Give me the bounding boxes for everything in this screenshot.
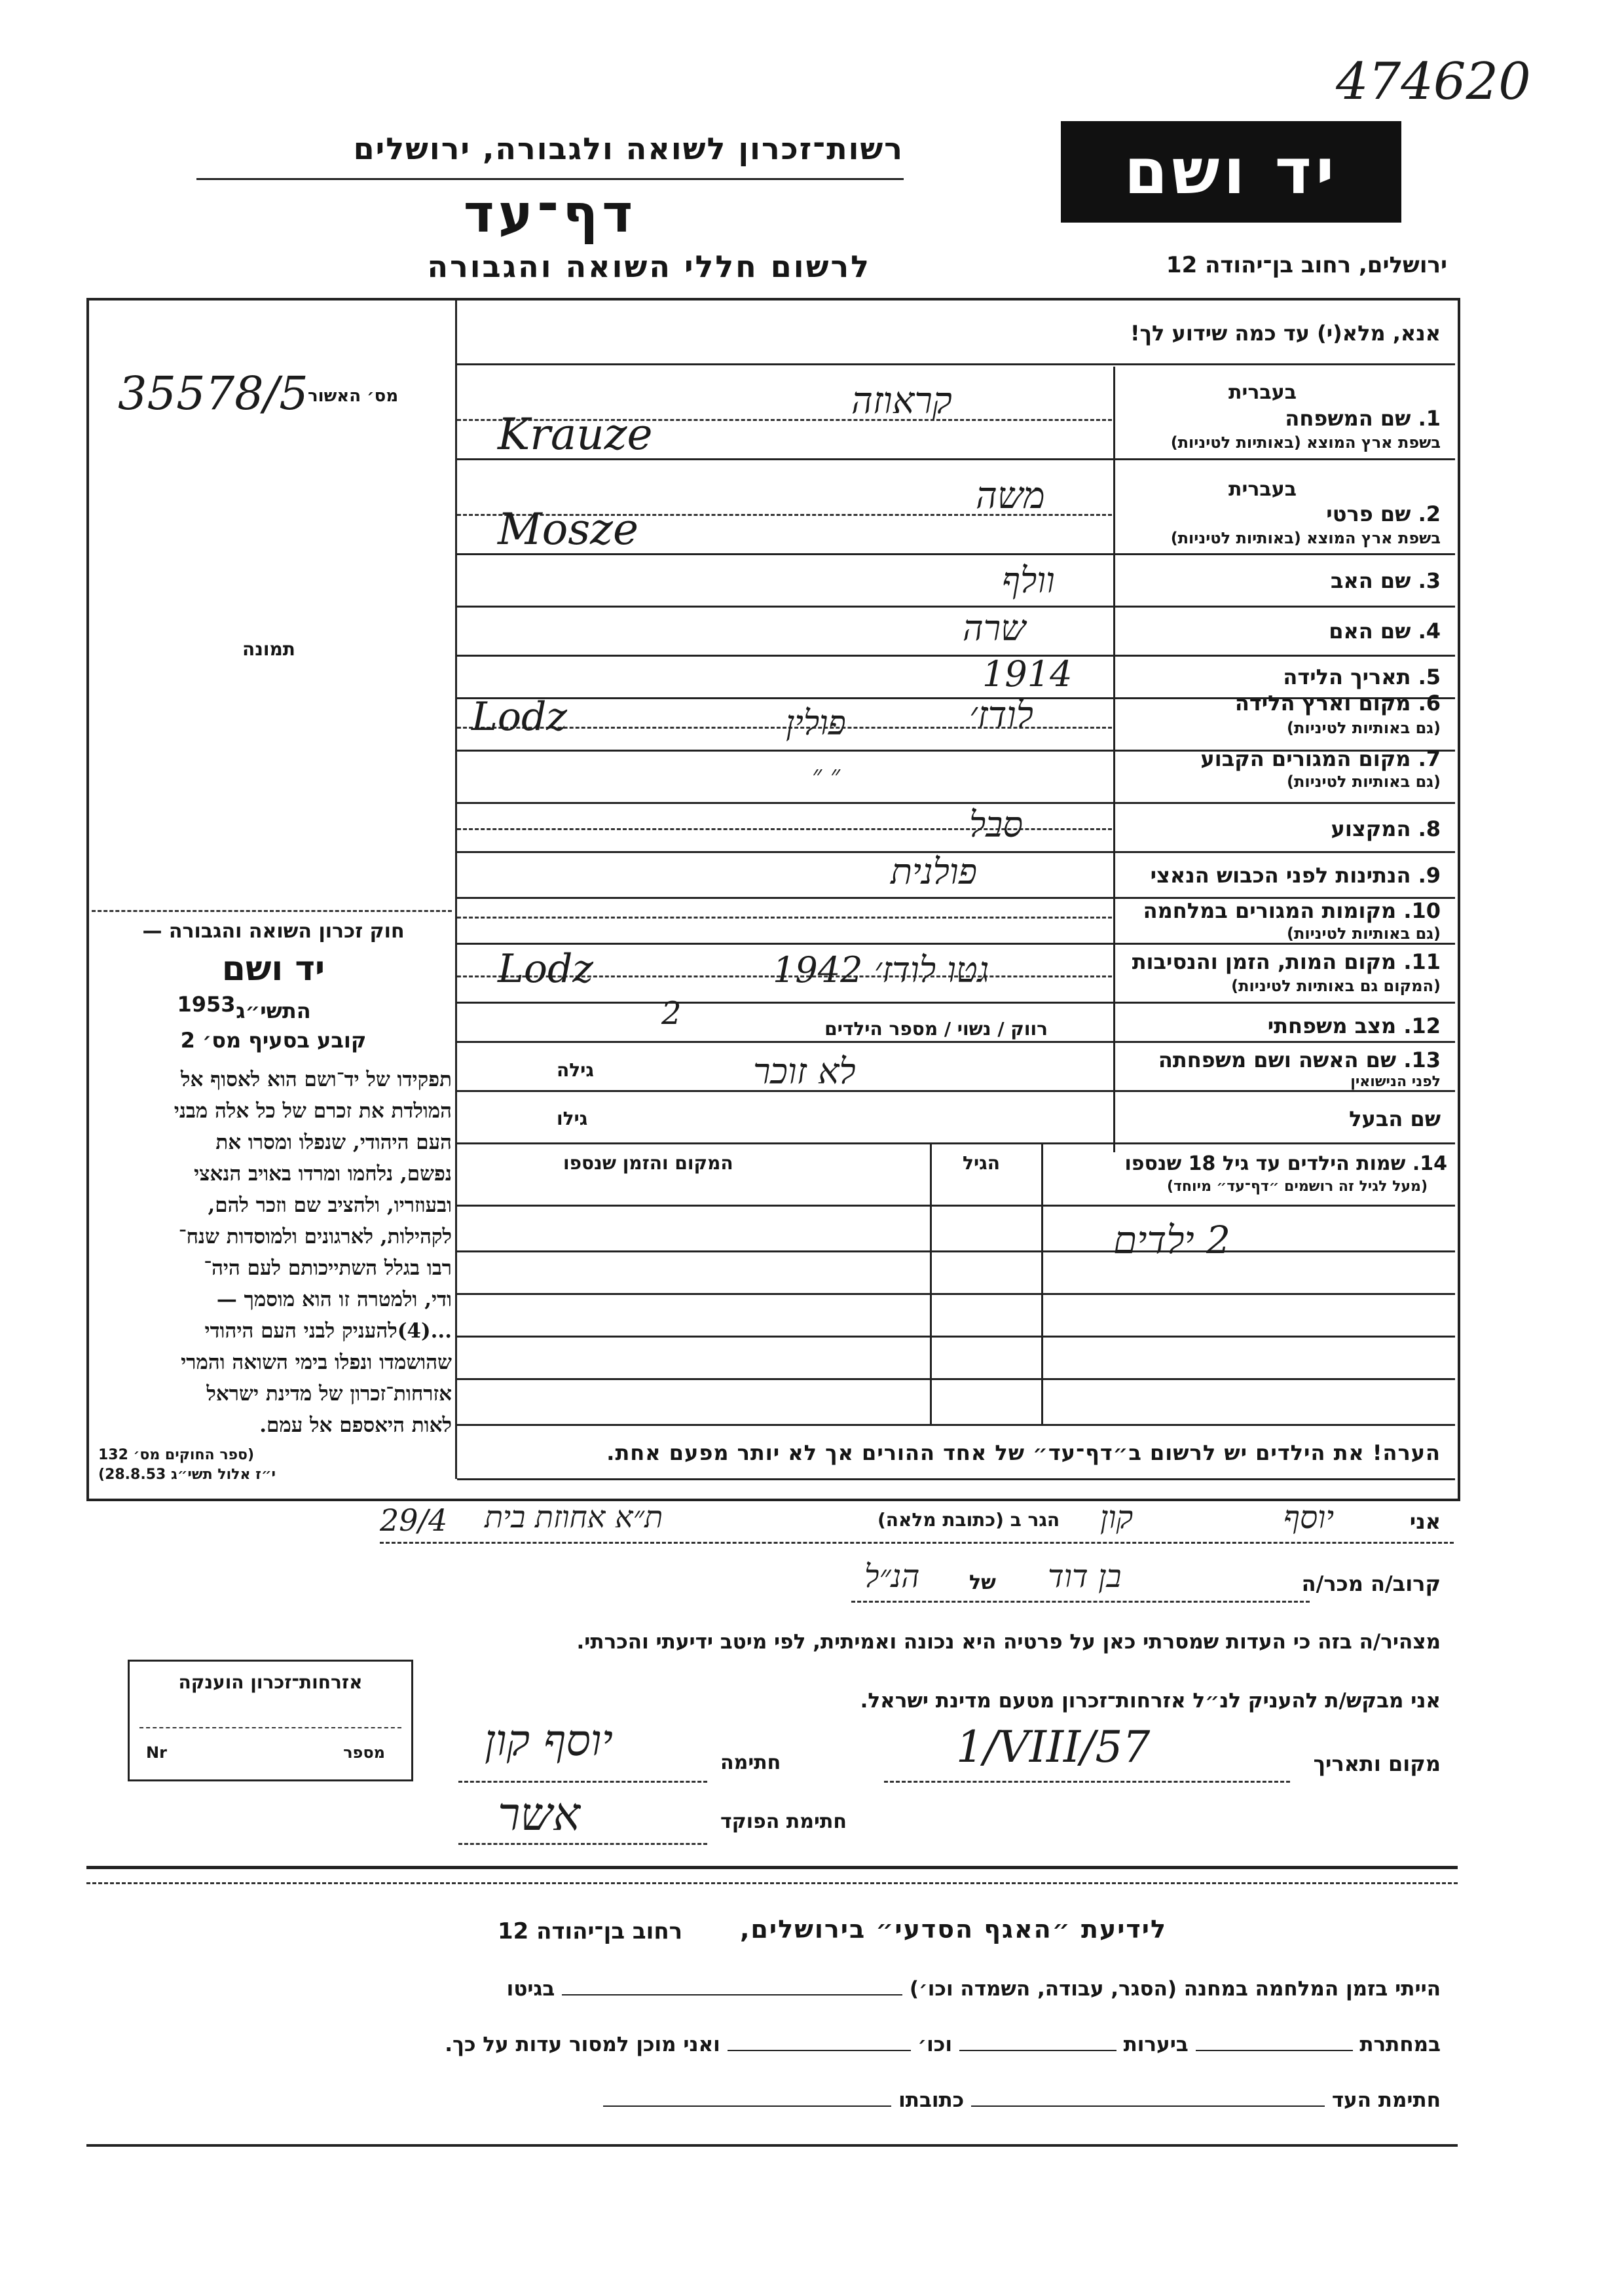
law-line: נפשם, נלחמו ומרדו באויב הנאצי bbox=[194, 1162, 452, 1186]
law-line: תפקידו של יד־ושם הוא לאסוף אל bbox=[181, 1068, 452, 1091]
logo-text: יד ושם bbox=[1124, 135, 1338, 208]
law-name: יד ושם bbox=[221, 949, 325, 989]
children-sub: (מעל לגיל זה רושמים ״דף־עד״ מיוחד) bbox=[1166, 1178, 1428, 1195]
law-line: העם היהודי, שנפלו ומסרו את bbox=[215, 1131, 452, 1154]
family-name-latin[interactable]: Krauze bbox=[498, 409, 653, 460]
husband-age-label: גילו bbox=[557, 1108, 588, 1129]
declarant-address-number[interactable]: 29/4 bbox=[380, 1503, 448, 1538]
archive-number: 474620 bbox=[1336, 52, 1531, 111]
death-place-latin[interactable]: Lodz bbox=[498, 946, 593, 992]
field-8-label: 8. המקצוע bbox=[1331, 816, 1441, 841]
children-note: הערה! את הילדים יש לרשום ב״דף־עד״ של אחד ההורים אך לא יותר מפעם אחת. bbox=[606, 1440, 1441, 1465]
field-11-sub: (המקום גם באותיות לטיניות) bbox=[1231, 977, 1441, 995]
family-name-hebrew[interactable]: קראוזה bbox=[851, 380, 952, 422]
birth-city-hebrew[interactable]: לודז׳ bbox=[969, 694, 1033, 737]
field-2-label: 2. שם פרטי bbox=[1326, 501, 1441, 526]
certificate-number: 35578/5 bbox=[118, 367, 308, 420]
death-place-hebrew[interactable]: גטו לודז׳ 1942 bbox=[773, 949, 989, 991]
law-line: שהושמדו ונפלו בימי השואה והמרי bbox=[181, 1351, 452, 1374]
signature-label: חתימה bbox=[720, 1751, 781, 1774]
birth-date[interactable]: 1914 bbox=[982, 653, 1073, 695]
law-citation-1: (ספר החוקים מס׳ 132 bbox=[98, 1447, 255, 1463]
children-place-header: המקום והזמן שנספו bbox=[563, 1152, 733, 1174]
law-heading: חוק זכרון השואה והגבורה — bbox=[142, 920, 405, 943]
field-1-sub: בשפת ארץ המוצא (באותיות לטיניות) bbox=[1170, 433, 1441, 452]
law-line: ודי, ולמטרה זו הוא מוסמך — bbox=[216, 1288, 452, 1311]
declarant-first-name[interactable]: יוסף bbox=[1283, 1499, 1335, 1536]
statement-2: אני מבקש/ת להעניק לנ״ל אזרחות־זכרון מטעם מדינת ישראל. bbox=[860, 1689, 1441, 1713]
first-name-hebrew[interactable]: משה bbox=[976, 475, 1045, 517]
law-line: המולדת את זכרם של כל אלה מבני bbox=[174, 1099, 452, 1123]
bottom-title: לידיעת ״האגף הסדעי״ בירושלים, bbox=[740, 1915, 1167, 1944]
field-10-label: 10. מקומות המגורים במלחמה bbox=[1143, 898, 1441, 923]
children-count[interactable]: 2 bbox=[661, 995, 682, 1032]
children-entry[interactable]: 2 ילדים bbox=[1113, 1218, 1231, 1262]
intro-text: אנא, מלא(י) עד כמה שידוע לך! bbox=[1130, 321, 1441, 346]
field-1-lang: בעברית bbox=[1228, 381, 1297, 404]
i-label: אני bbox=[1409, 1509, 1441, 1534]
authority-title: רשות־זכרון לשואה ולגבורה, ירושלים bbox=[353, 131, 904, 166]
header-address: ירושלים, רחוב בן־יהודה 12 bbox=[1166, 252, 1447, 278]
form-subtitle: לרשום חללי השואה והגבורה bbox=[427, 249, 871, 284]
citizenship-number-label: מספר bbox=[343, 1743, 385, 1762]
field-10-sub: (גם באותיות לטיניות) bbox=[1287, 924, 1441, 943]
field-6-sub: (גם באותיות לטיניות) bbox=[1287, 719, 1441, 737]
declarant-address[interactable]: ת״א אחוזת בית bbox=[485, 1499, 663, 1535]
field-13-sub: לפני הנישואין bbox=[1350, 1074, 1441, 1090]
bottom-line-2: במחתרת ביערות וכו׳ ואני מוכן למסור עדות על כך. bbox=[445, 2033, 1441, 2056]
official-signature-label: חתימת הפוקד bbox=[720, 1810, 847, 1833]
children-age-header: הגיל bbox=[963, 1152, 1000, 1174]
field-6-label: 6. מקום וארץ הלידה bbox=[1234, 691, 1441, 716]
of-value[interactable]: הנ״ל bbox=[864, 1558, 920, 1595]
certificate-label: מס׳ האשור bbox=[308, 386, 399, 406]
field-11-label: 11. מקום המות, הזמן והנסיבות bbox=[1132, 949, 1441, 974]
mother-name[interactable]: שרה bbox=[963, 608, 1026, 649]
law-citation-2: י״ז אלול תשי״ג 28.8.53) bbox=[98, 1467, 276, 1483]
place-date-value[interactable]: 1/VIII/57 bbox=[956, 1722, 1151, 1772]
law-year-heb: התשי״ג bbox=[236, 998, 311, 1023]
first-name-latin[interactable]: Mosze bbox=[498, 504, 639, 555]
marital-options: רווק / נשוי / מספר הילדים bbox=[824, 1018, 1048, 1040]
law-line: לאות היאספם אל עמם. bbox=[259, 1413, 452, 1437]
citizenship-box bbox=[128, 1660, 413, 1781]
law-line: לקהילות, לארגונים ולמוסדות שנח־ bbox=[178, 1225, 452, 1248]
relation-label: קרוב/ה מכר/ה bbox=[1301, 1571, 1441, 1596]
birth-city-latin[interactable]: Lodz bbox=[471, 694, 567, 740]
husband-label: שם הבעל bbox=[1349, 1106, 1441, 1131]
field-3-label: 3. שם האב bbox=[1330, 568, 1441, 593]
nationality[interactable]: פולנית bbox=[891, 851, 978, 892]
bottom-address: רחוב בן־יהודה 12 bbox=[498, 1918, 683, 1944]
address-label: הגר ב (כתובת מלאה) bbox=[877, 1509, 1060, 1531]
law-section: קובע בסעיף מס׳ 2 bbox=[180, 1028, 367, 1053]
citizenship-title: אזרחות־זכרון הוענקה bbox=[178, 1671, 363, 1693]
birth-country[interactable]: פולין bbox=[786, 704, 846, 743]
wife-name[interactable]: לא זוכר bbox=[753, 1051, 856, 1092]
law-line: ...(4)להעניק לבני העם היהודי bbox=[204, 1319, 452, 1343]
law-line: רבו בגלל השתייכותם לעם היה־ bbox=[204, 1256, 452, 1280]
law-text bbox=[98, 1064, 452, 1441]
form-title: דף־עד bbox=[463, 183, 637, 244]
bottom-line-3: חתימת העד כתובתו bbox=[603, 2088, 1441, 2112]
field-7-sub: (גם באותיות לטיניות) bbox=[1287, 773, 1441, 791]
statement-1: מצהיר/ה בזה כי העדות שמסרתי כאן על פרטיה היא נכונה ואמיתית, לפי מיטב ידיעתי והכרתי. bbox=[576, 1630, 1441, 1654]
field-9-label: 9. הנתינות לפני הכבוש הנאצי bbox=[1150, 863, 1441, 888]
field-1-label: 1. שם המשפחה bbox=[1285, 406, 1441, 431]
father-name[interactable]: וולף bbox=[1002, 560, 1055, 601]
children-label: 14. שמות הילדים עד גיל 18 שנספו bbox=[1124, 1152, 1447, 1175]
declarant-last-name[interactable]: קון bbox=[1100, 1499, 1134, 1536]
field-13-label: 13. שם האשה ושם משפחתה bbox=[1158, 1048, 1441, 1072]
field-2-sub: בשפת ארץ המוצא (באותיות לטיניות) bbox=[1170, 529, 1441, 547]
field-12-label: 12. מצב משפחתי bbox=[1267, 1013, 1441, 1038]
field-7-label: 7. מקום המגורים הקבוע bbox=[1200, 746, 1441, 771]
field-2-lang: בעברית bbox=[1228, 478, 1297, 501]
bottom-line-1: הייתי בזמן המלחמה במחנה (הסגר, עבודה, השמדה וכו׳) בגיטו bbox=[506, 1977, 1441, 2001]
field-4-label: 4. שם האם bbox=[1329, 619, 1441, 644]
official-signature[interactable]: אשר bbox=[498, 1787, 580, 1841]
profession[interactable]: סבל bbox=[969, 804, 1024, 845]
signature[interactable]: יוסף קון bbox=[485, 1715, 613, 1766]
yad-vashem-logo bbox=[1061, 121, 1401, 223]
law-line: אזרחות־זכרון של מדינת ישראל bbox=[206, 1382, 452, 1406]
relation-value[interactable]: בן דוד bbox=[1048, 1558, 1122, 1595]
field-5-label: 5. תאריך הלידה bbox=[1283, 665, 1441, 689]
place-date-label: מקום ותאריך bbox=[1313, 1751, 1441, 1776]
of-label: של bbox=[969, 1571, 996, 1594]
residence[interactable]: ״ ״ bbox=[812, 760, 841, 790]
photo-label: תמונה bbox=[242, 638, 295, 660]
law-year: 1953 bbox=[177, 992, 236, 1017]
law-line: ובעוזריו, ולהציב שם וזכר להם, bbox=[208, 1194, 452, 1217]
citizenship-nr: Nr bbox=[146, 1743, 167, 1762]
wife-age-label: גילה bbox=[557, 1059, 594, 1081]
